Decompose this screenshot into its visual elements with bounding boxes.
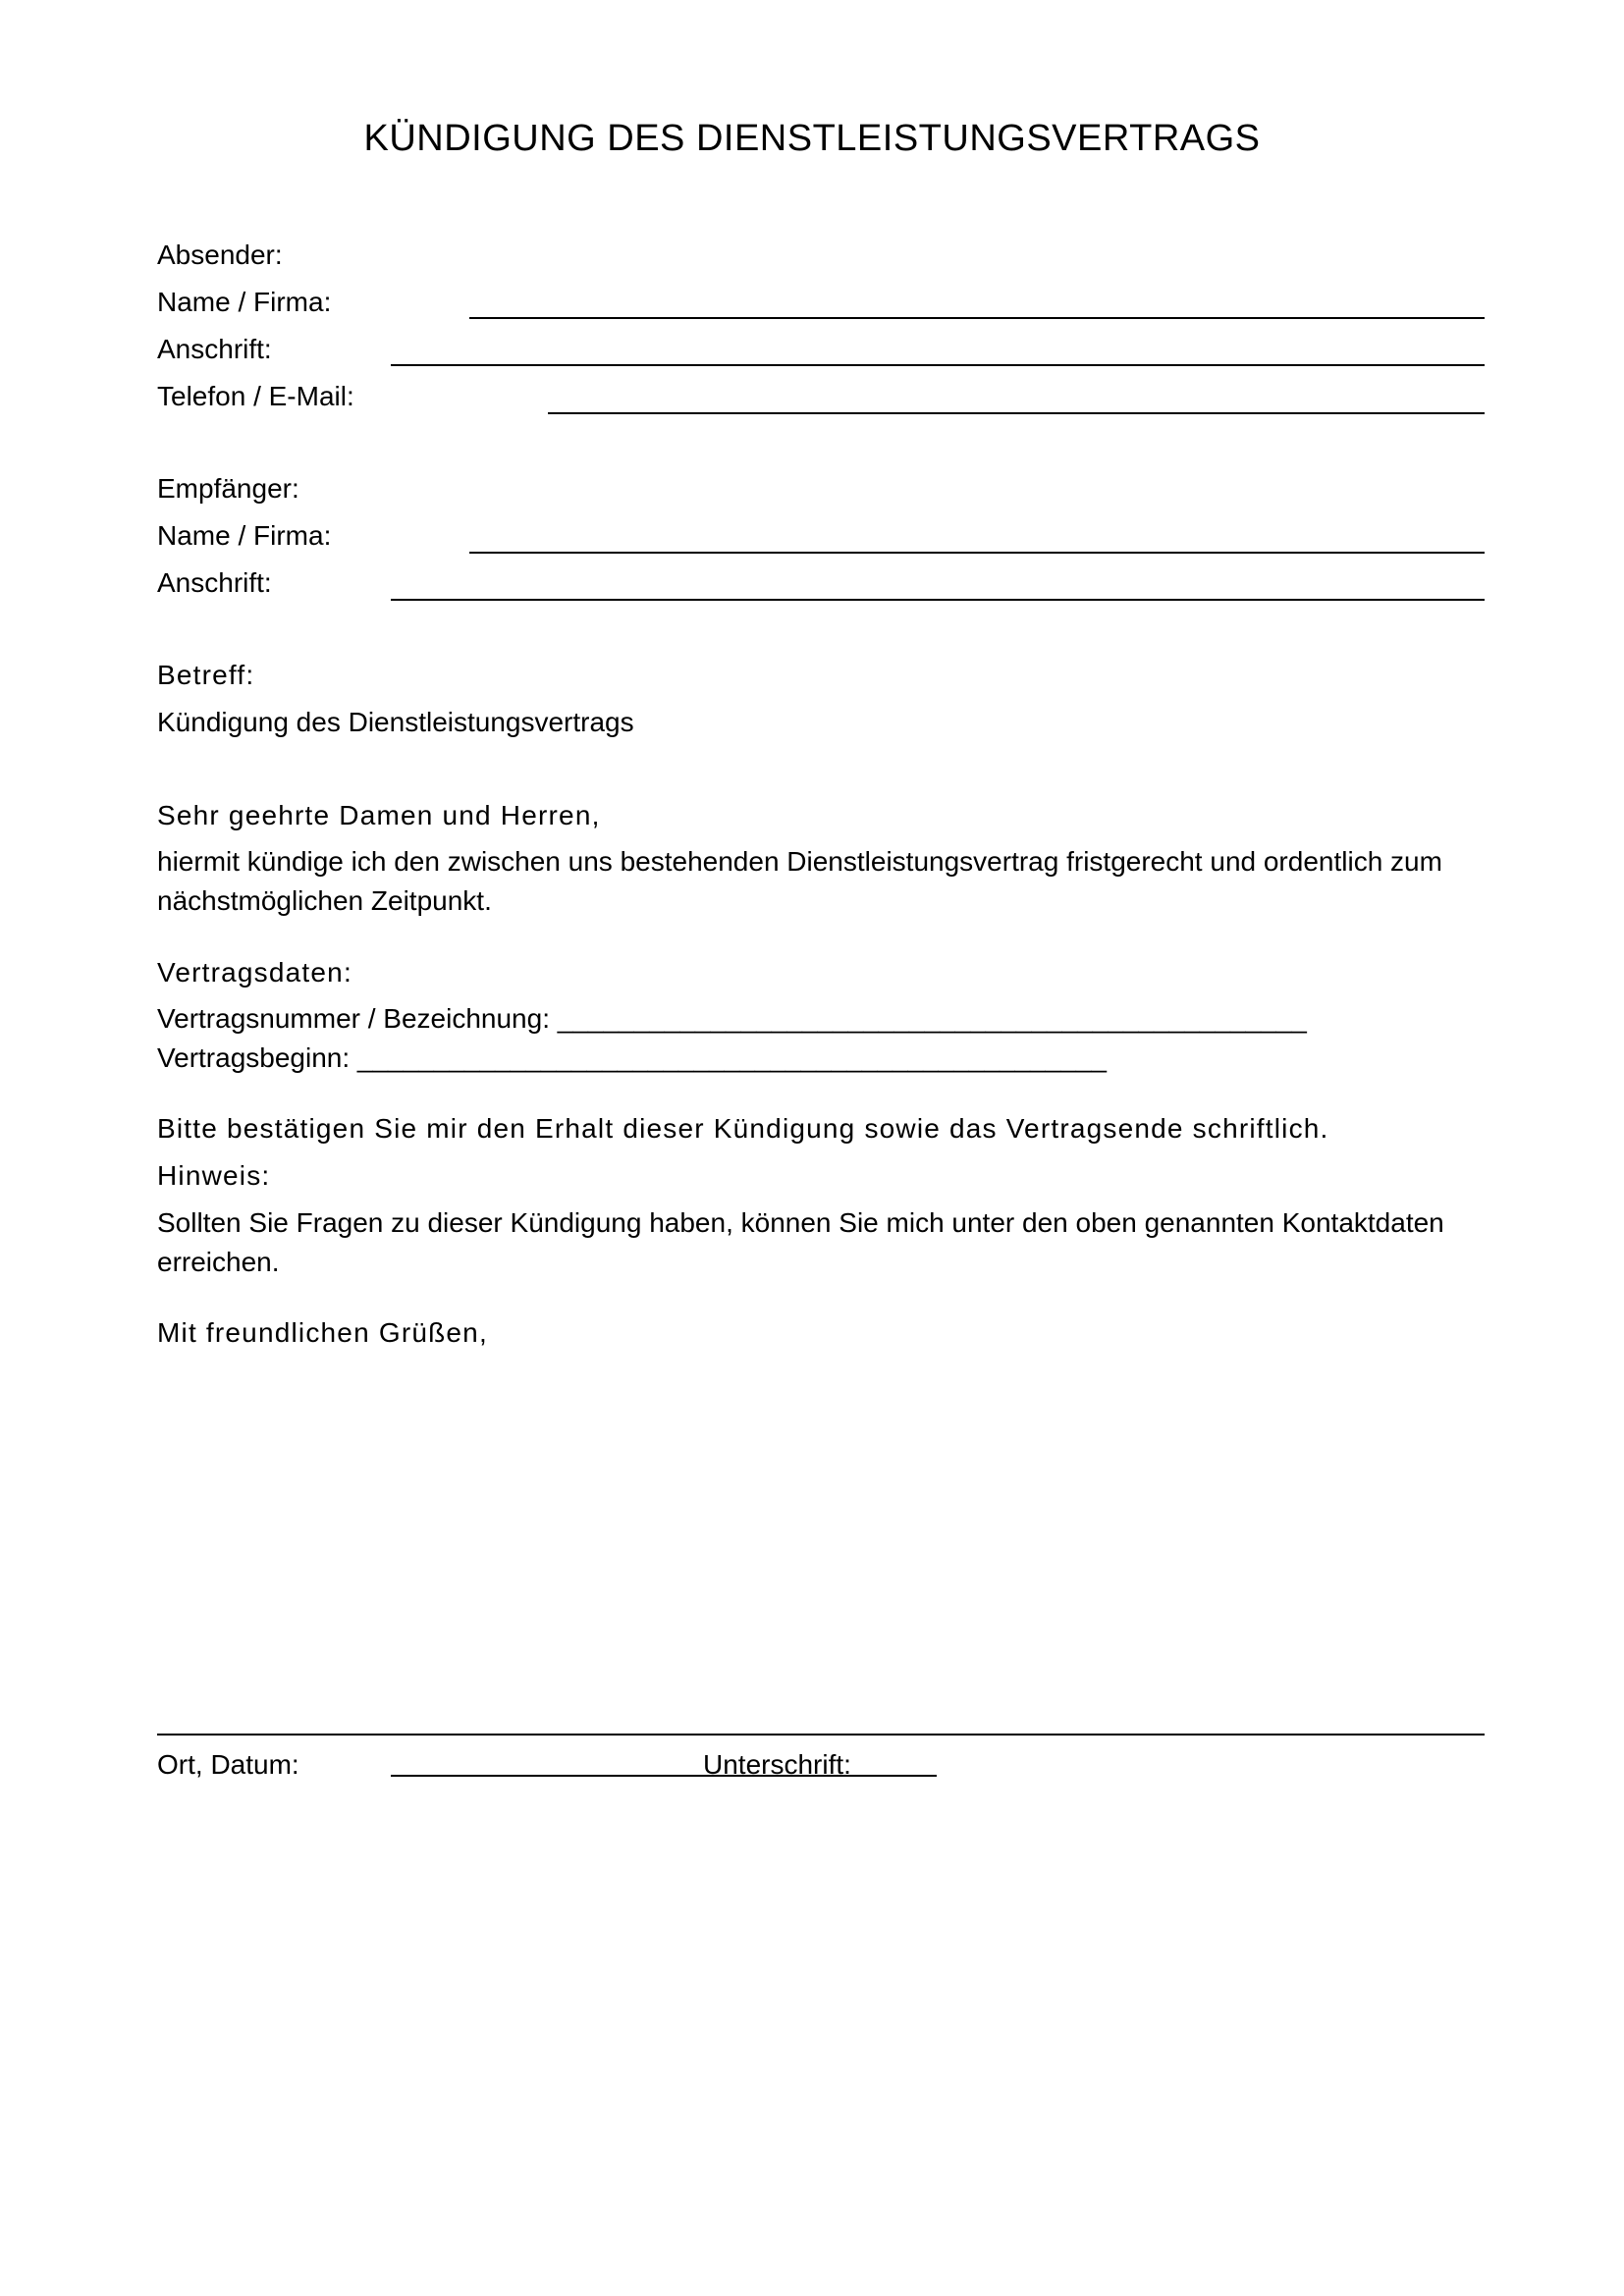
recipient-name-label: Name / Firma: [157, 520, 332, 551]
contract-start-line[interactable]: Vertragsbeginn: _________________________________________________ [157, 1042, 1107, 1073]
recipient-name-field[interactable] [469, 552, 1485, 554]
sender-heading: Absender: [157, 240, 283, 270]
signature-label: Unterschrift: [703, 1749, 851, 1780]
contract-heading: Vertragsdaten: [157, 957, 352, 988]
sender-name-field[interactable] [469, 317, 1485, 319]
sender-address-label: Anschrift: [157, 334, 272, 364]
note-heading: Hinweis: [157, 1160, 271, 1191]
sender-name-label: Name / Firma: [157, 287, 332, 317]
sender-contact-label: Telefon / E-Mail: [157, 381, 354, 411]
confirmation-text: Bitte bestätigen Sie mir den Erhalt dieser Kündigung sowie das Vertragsende schriftlich. [157, 1113, 1329, 1144]
closing-text: Mit freundlichen Grüßen, [157, 1317, 488, 1348]
body-paragraph: hiermit kündige ich den zwischen uns bestehenden Dienstleistungsvertrag fristgerecht und ordentlich zum nächstmöglichen Zeitpunkt. [157, 846, 1442, 916]
recipient-address-label: Anschrift: [157, 567, 272, 598]
note-text: Sollten Sie Fragen zu dieser Kündigung haben, können Sie mich unter den oben genannten Kontaktdaten erreichen. [157, 1207, 1444, 1277]
subject-heading: Betreff: [157, 660, 255, 690]
sender-contact-field[interactable] [548, 412, 1485, 414]
signature-divider [157, 1734, 1485, 1735]
document-title: KÜNDIGUNG DES DIENSTLEISTUNGSVERTRAGS [363, 118, 1261, 159]
place-date-field[interactable] [391, 1775, 937, 1777]
contract-number-line[interactable]: Vertragsnummer / Bezeichnung: _________________________________________________ [157, 1003, 1307, 1034]
place-date-label: Ort, Datum: [157, 1749, 299, 1780]
recipient-address-field[interactable] [391, 599, 1485, 601]
subject-text: Kündigung des Dienstleistungsvertrags [157, 707, 634, 737]
salutation: Sehr geehrte Damen und Herren, [157, 800, 601, 830]
recipient-heading: Empfänger: [157, 473, 299, 504]
sender-address-field[interactable] [391, 364, 1485, 366]
